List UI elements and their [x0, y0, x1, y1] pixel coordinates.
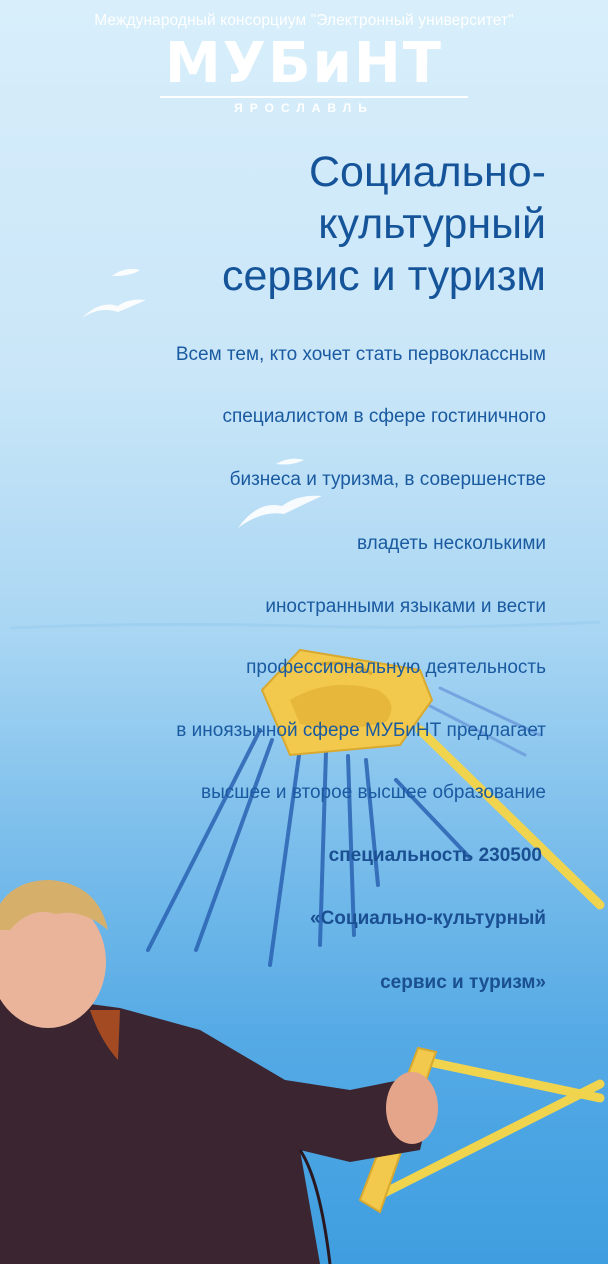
- seagull-icon: [238, 496, 322, 528]
- body-text-line: специалистом в сфере гостиничного: [222, 406, 546, 427]
- logo-city: ЯРОСЛАВЛЬ: [234, 101, 374, 115]
- specialty-name-line: сервис и туризм»: [380, 972, 546, 993]
- horizon-line: [10, 622, 600, 628]
- seagull-icon: [82, 300, 146, 318]
- body-text-line: иностранными языками и вести: [265, 596, 546, 617]
- body-text-line: профессиональную деятельность: [246, 657, 546, 678]
- page-title: [222, 146, 546, 302]
- title-line: Социально-: [308, 148, 546, 196]
- university-logo: МУБиНТ: [165, 31, 443, 96]
- title-line: культурный: [318, 200, 546, 248]
- body-text-line: высшее и второе высшее образование: [201, 782, 546, 803]
- specialty-code: специальность 230500: [328, 845, 542, 866]
- title-line: сервис и туризм: [221, 252, 546, 300]
- body-text-line: в иноязычной сфере МУБиНТ предлагает: [176, 720, 546, 741]
- consortium-name: Международный консорциум "Электронный университет": [94, 12, 514, 29]
- body-text-line: бизнеса и туризма, в совершенстве: [229, 469, 546, 490]
- logo-divider: [160, 96, 468, 98]
- specialty-name-line: «Социально-культурный: [310, 908, 546, 929]
- seagull-icon: [112, 269, 140, 276]
- body-text-line: владеть несколькими: [356, 533, 546, 554]
- seagull-icon: [276, 459, 304, 465]
- body-text-line: Всем тем, кто хочет стать первоклассным: [175, 344, 546, 365]
